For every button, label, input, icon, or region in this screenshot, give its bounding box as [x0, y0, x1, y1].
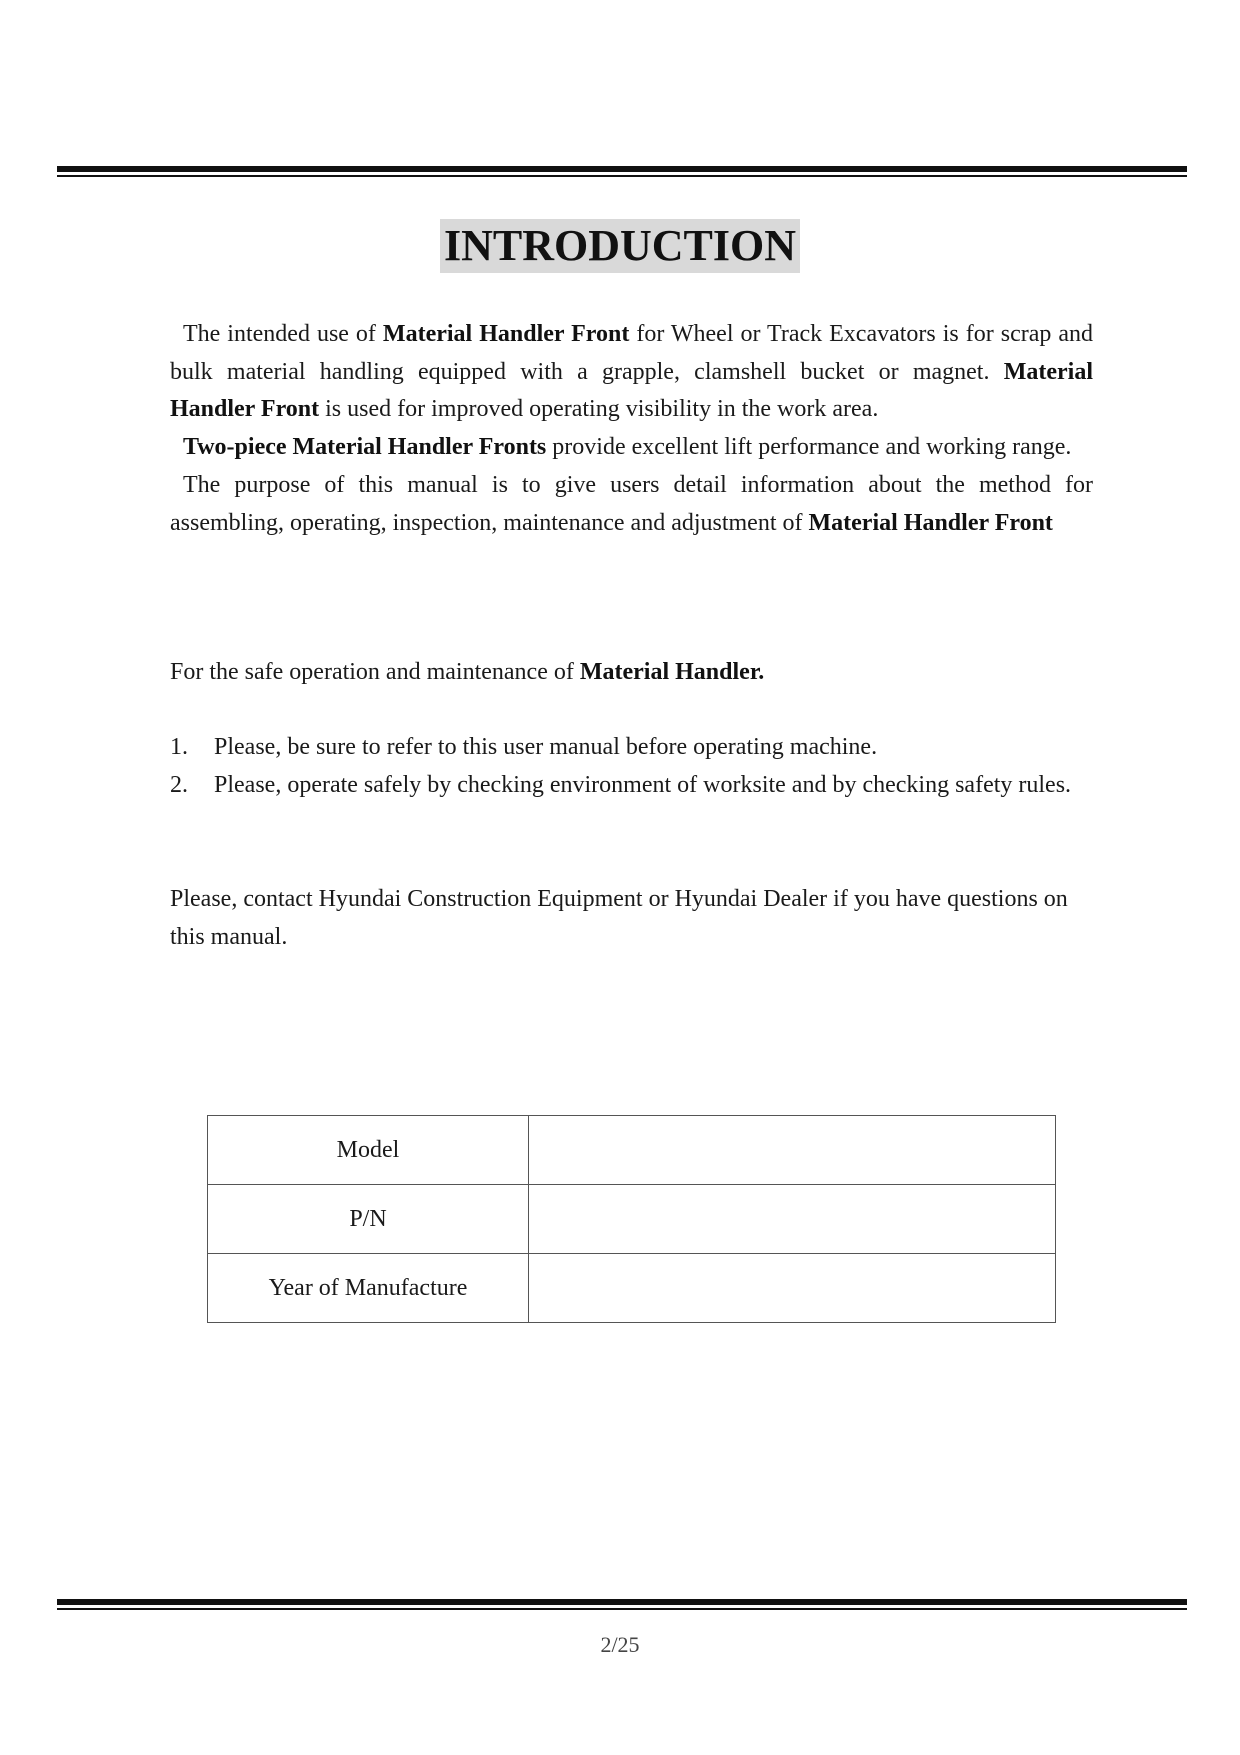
list-text: Please, operate safely by checking environment of worksite and by checking safety rules.	[214, 771, 1072, 798]
table-label-cell: Year of Manufacture	[208, 1254, 529, 1323]
table-label-cell: P/N	[208, 1185, 529, 1254]
bold-term: Two-piece Material Handler Fronts	[183, 434, 547, 461]
list-number: 2.	[170, 771, 188, 798]
table-label-cell: Model	[208, 1116, 529, 1185]
list-text: Please, be sure to refer to this user manual before operating machine.	[214, 734, 878, 760]
text: for Wheel or Track Excavators is for scrap and bulk material handling equipped with a grapple, clamshell bucket or magnet.	[170, 321, 1094, 385]
contact-text: Please, contact Hyundai Construction Equipment or Hyundai Dealer if you have questions on this manual.	[170, 886, 1068, 950]
page-title-wrap	[0, 219, 1240, 273]
text: is used for improved operating visibility in the work area.	[319, 396, 879, 423]
table-value-cell	[529, 1254, 1056, 1323]
text: For the safe operation and maintenance of	[170, 659, 580, 685]
intro-paragraph-2	[170, 429, 1093, 467]
bold-term: Material Handler Front	[170, 358, 1093, 423]
safety-rules-list	[170, 729, 1093, 804]
bold-term: Material Handler Front	[808, 509, 1053, 536]
intro-paragraph-3	[170, 467, 1093, 542]
bold-term: Material Handler.	[579, 659, 765, 685]
page-number: 2/25	[600, 1632, 640, 1657]
list-item	[170, 767, 1093, 805]
table-value-cell	[529, 1116, 1056, 1185]
bottom-rule	[57, 1599, 1187, 1610]
top-rule	[57, 166, 1187, 177]
intro-paragraph-1	[170, 316, 1093, 429]
text: The intended use of	[183, 321, 383, 347]
intro-section	[170, 316, 1093, 542]
table-value-cell	[529, 1185, 1056, 1254]
table-row	[208, 1116, 1056, 1185]
page-title: INTRODUCTION	[440, 219, 800, 273]
safety-intro-line	[170, 654, 1093, 692]
bold-term: Material Handler Front	[382, 321, 630, 347]
table-row	[208, 1254, 1056, 1323]
table-row	[208, 1185, 1056, 1254]
contact-paragraph	[170, 881, 1093, 956]
list-item	[170, 729, 1093, 767]
list-number: 1.	[170, 734, 188, 760]
text: provide excellent lift performance and working range.	[546, 434, 1072, 461]
text: The purpose of this manual is to give users detail information about the method for assembling, operating, inspection, maintenance and adjustment of	[170, 471, 1093, 536]
product-info-table	[207, 1115, 1056, 1323]
